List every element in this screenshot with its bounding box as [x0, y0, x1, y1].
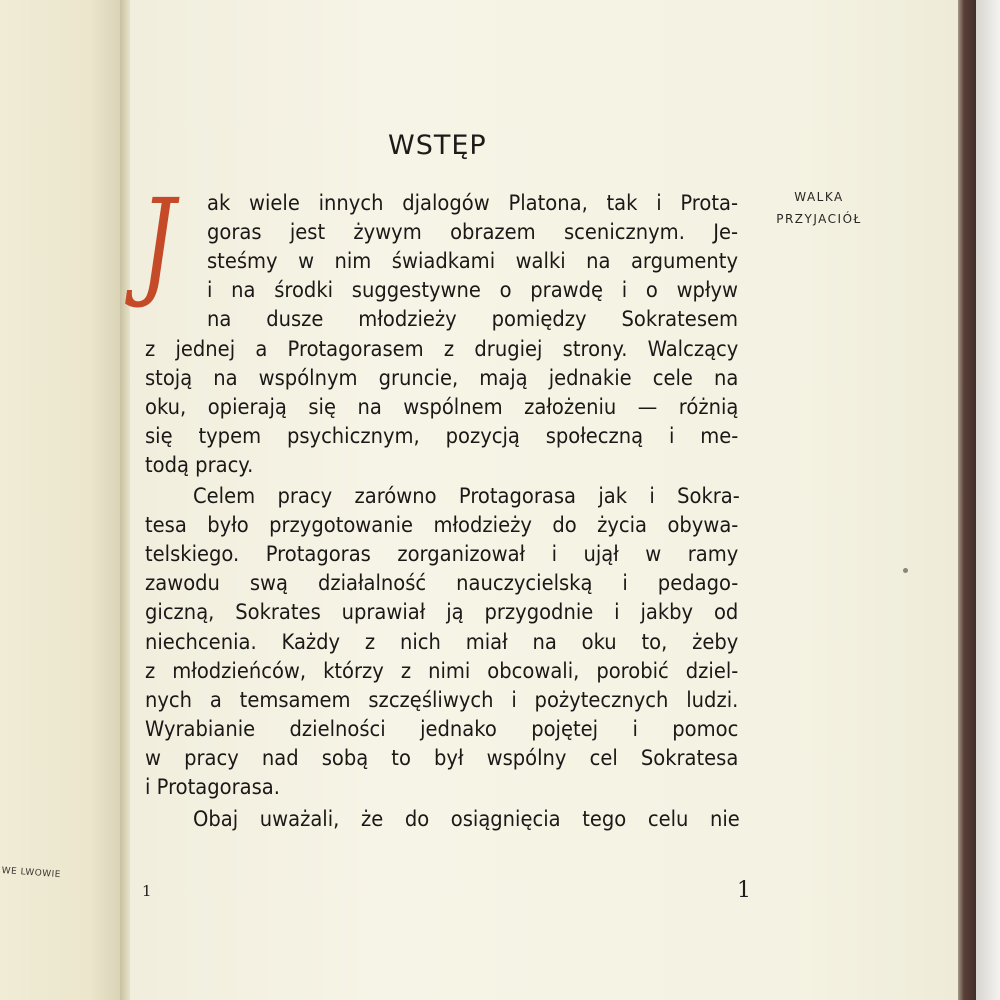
margin-note-line: PRZYJACIÓŁ [776, 212, 862, 226]
book-cover-edge [958, 0, 978, 1000]
text-line: nych a temsamem szczęśliwych i pożytecznych ludzi. [145, 688, 739, 712]
text-line: oku, opierają się na wspólnem założeniu — różnią [145, 395, 739, 419]
left-page-imprint: WE LWOWIE [1, 866, 62, 881]
text-line: na dusze młodzieży pomiędzy Sokratesem [207, 307, 739, 331]
text-line: i Protagorasa. [145, 775, 280, 799]
text-line: steśmy w nim świadkami walki na argumenty [207, 249, 739, 273]
text-line: z jednej a Protagorasem z drugiej strony. Walczący [145, 337, 739, 361]
margin-note-line: WALKA [794, 190, 844, 204]
text-line: niechcenia. Każdy z nich miał na oku to, żeby [145, 630, 739, 654]
margin-note [764, 186, 874, 230]
page-number: 1 [737, 878, 751, 903]
text-line: Wyrabianie dzielności jednako pojętej i pomoc [145, 717, 739, 741]
text-line: się typem psychicznym, pozycją społeczną i me- [145, 424, 739, 448]
drop-cap-initial: J [140, 173, 176, 311]
text-line: z młodzieńców, którzy z nimi obcowali, porobić dziel- [145, 659, 739, 683]
text-line: i na środki suggestywne o prawdę i o wpływ [207, 278, 739, 302]
text-line: ak wiele innych djalogów Platona, tak i Prota- [207, 191, 739, 215]
text-line: todą pracy. [145, 453, 254, 477]
text-line: telskiego. Protagoras zorganizował i ujął w ramy [145, 542, 739, 566]
text-line: w pracy nad sobą to był wspólny cel Sokratesa [145, 746, 739, 770]
text-line: stoją na wspólnym gruncie, mają jednakie cele na [145, 366, 739, 390]
text-line: zawodu swą działalność nauczycielską i pedago- [145, 571, 739, 595]
text-line: tesa było przygotowanie młodzieży do życia obywa- [145, 513, 739, 537]
signature-mark: 1 [142, 882, 152, 900]
left-facing-page [0, 0, 128, 1000]
text-line: giczną, Sokrates uprawiał ją przygodnie i jakby od [145, 600, 739, 624]
background [976, 0, 1000, 1000]
paper-speck [903, 568, 908, 573]
page-title: WSTĘP [388, 130, 487, 161]
text-line: Celem pracy zarówno Protagorasa jak i Sokra- [193, 484, 740, 508]
text-line: Obaj uważali, że do osiągnięcia tego celu nie [193, 807, 740, 831]
text-line: goras jest żywym obrazem scenicznym. Je- [207, 220, 739, 244]
